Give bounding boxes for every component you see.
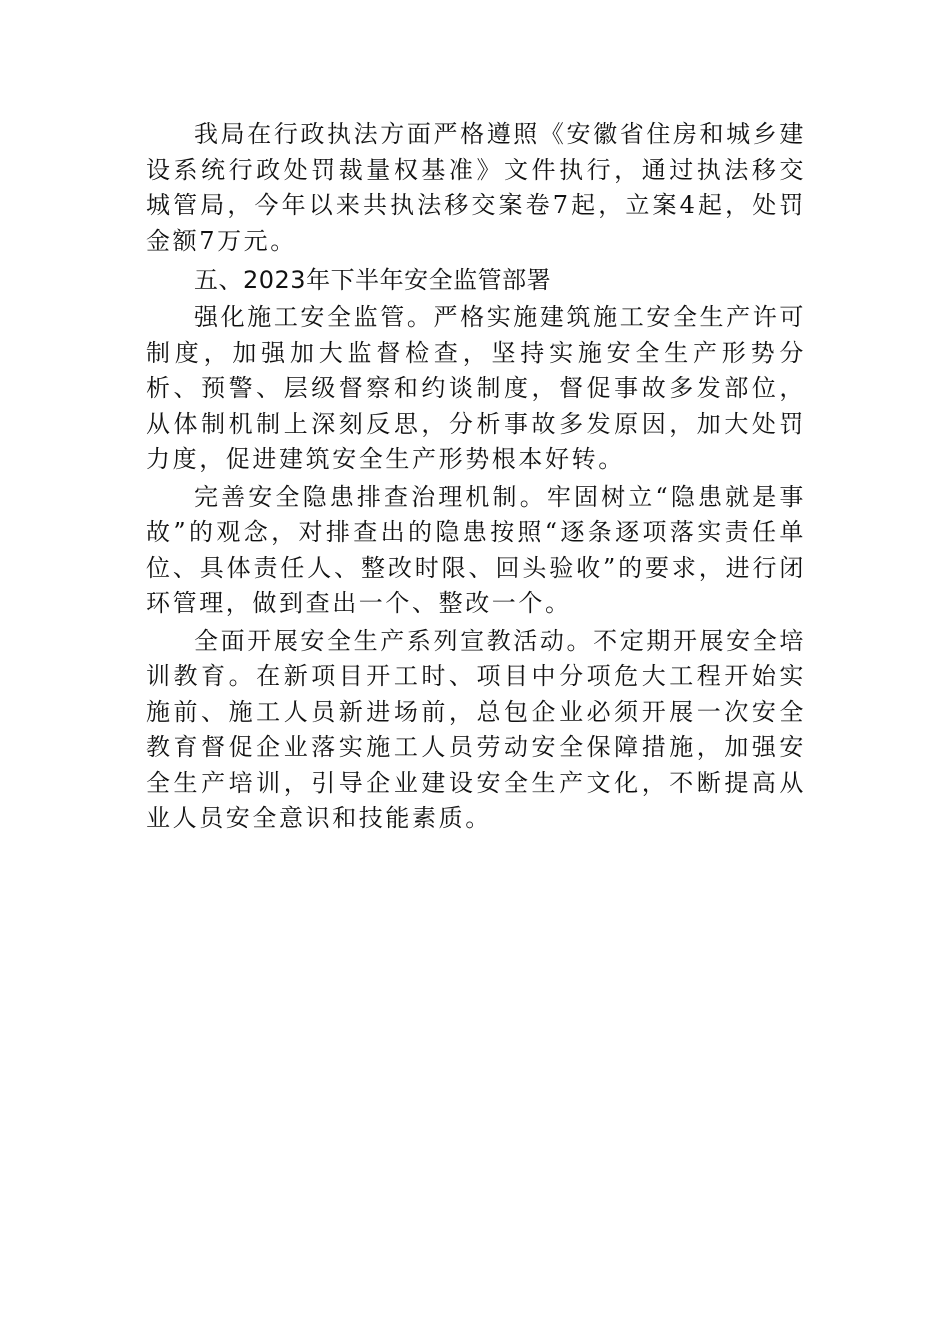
document-body	[146, 117, 806, 837]
paragraph-enforcement: 我局在行政执法方面严格遵照《安徽省住房和城乡建设系统行政处罚裁量权基准》文件执行，通过执法移交城管局，今年以来共执法移交案卷7起，立案4起，处罚金额7万元。	[146, 120, 806, 255]
paragraph-hazard-mechanism: 完善安全隐患排查治理机制。牢固树立“隐患就是事故”的观念，对排查出的隐患按照“逐条逐项落实责任单位、具体责任人、整改时限、回头验收”的要求，进行闭环管理，做到查出一个、整改一个。	[146, 482, 806, 617]
paragraph-construction-safety: 强化施工安全监管。严格实施建筑施工安全生产许可制度，加强加大监督检查，坚持实施安全生产形势分析、预警、层级督察和约谈制度，督促事故多发部位，从体制机制上深刻反思，分析事故多发原因，加大处罚力度，促进建筑安全生产形势根本好转。	[146, 303, 806, 473]
section-heading: 五、2023年下半年安全监管部署	[194, 266, 552, 294]
paragraph-safety-education: 全面开展安全生产系列宣教活动。不定期开展安全培训教育。在新项目开工时、项目中分项危大工程开始实施前、施工人员新进场前，总包企业必须开展一次安全教育督促企业落实施工人员劳动安全保障措施，加强安全生产培训，引导企业建设安全生产文化，不断提高从业人员安全意识和技能素质。	[146, 626, 806, 832]
